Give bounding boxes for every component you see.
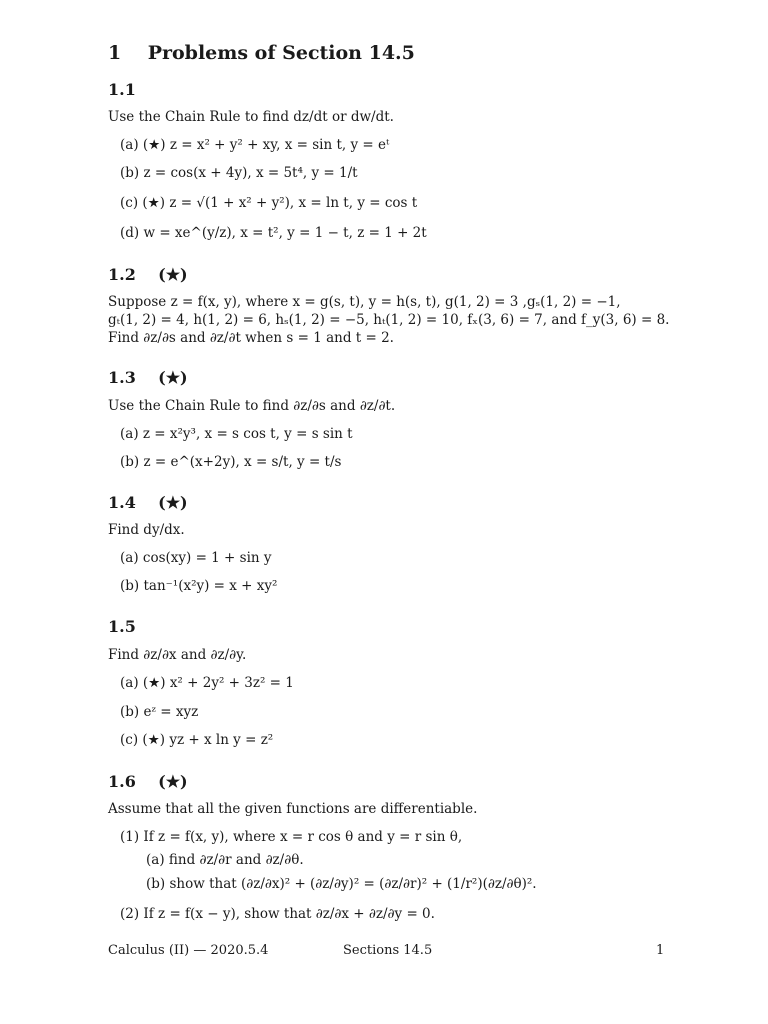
list-item: [120, 195, 417, 211]
list-item: [120, 578, 277, 594]
list-item: [120, 829, 462, 845]
list-item: [120, 675, 294, 691]
item-text: z = x²y³, x = s cos t, y = s sin t: [142, 426, 353, 442]
item-text: z = e^(x+2y), x = s/t, y = t/s: [143, 454, 342, 470]
list-item: [120, 906, 435, 922]
paragraph-line: gₜ(1, 2) = 4, h(1, 2) = 6, hₛ(1, 2) = −5, hₜ(1, 2) = 10, fₓ(3, 6) = 7, and f_y(3, 6) = 8.: [108, 312, 670, 328]
problem-number: 1.4: [108, 493, 136, 512]
paragraph-line: Suppose z = f(x, y), where x = g(s, t), y = h(s, t), g(1, 2) = 3 ,gₛ(1, 2) = −1,: [108, 294, 621, 310]
problem-heading: 1.5: [108, 617, 136, 636]
item-text: (★) yz + x ln y = z²: [142, 732, 274, 748]
item-label: (a): [146, 852, 165, 868]
problem-heading: 1.1: [108, 80, 136, 99]
item-text: If z = f(x − y), show that ∂z/∂x + ∂z/∂y = 0.: [143, 906, 435, 922]
problem-number: 1.2: [108, 265, 136, 284]
list-item: [120, 426, 353, 442]
star-marker: (★): [158, 265, 188, 284]
list-item: [146, 852, 304, 868]
problem-heading: [108, 772, 188, 791]
item-label: (b): [120, 454, 140, 470]
section-heading: [108, 42, 415, 64]
list-item: [120, 225, 427, 241]
paragraph-line: Find ∂z/∂s and ∂z/∂t when s = 1 and t = 2.: [108, 330, 394, 346]
item-text: find ∂z/∂r and ∂z/∂θ.: [168, 852, 304, 868]
section-number: 1: [108, 42, 122, 64]
item-label: (2): [120, 906, 140, 922]
problem-number: 1.6: [108, 772, 136, 791]
item-label: (1): [120, 829, 140, 845]
star-marker: (★): [158, 772, 188, 791]
item-text: w = xe^(y/z), x = t², y = 1 − t, z = 1 + 2t: [143, 225, 427, 241]
item-text: tan⁻¹(x²y) = x + xy²: [143, 578, 278, 594]
star-marker: (★): [158, 493, 188, 512]
item-text: (★) x² + 2y² + 3z² = 1: [142, 675, 294, 691]
page-number: 1: [656, 943, 665, 958]
list-item: [120, 165, 358, 181]
problem-intro: Use the Chain Rule to find dz/dt or dw/dt.: [108, 109, 394, 125]
item-text: (★) z = √(1 + x² + y²), x = ln t, y = cos t: [142, 195, 418, 211]
problem-intro: Find dy/dx.: [108, 522, 185, 538]
item-label: (a): [120, 426, 139, 442]
item-text: If z = f(x, y), where x = r cos θ and y = r sin θ,: [143, 829, 463, 845]
item-text: z = cos(x + 4y), x = 5t⁴, y = 1/t: [143, 165, 358, 181]
problem-number: 1.3: [108, 368, 136, 387]
footer-center: Sections 14.5: [343, 943, 433, 958]
item-text: cos(xy) = 1 + sin y: [142, 550, 272, 566]
item-text: show that (∂z/∂x)² + (∂z/∂y)² = (∂z/∂r)² + (1/r²)(∂z/∂θ)².: [169, 876, 537, 892]
problem-intro: Find ∂z/∂x and ∂z/∂y.: [108, 647, 247, 663]
item-label: (b): [120, 578, 140, 594]
item-label: (a): [120, 137, 139, 153]
list-item: [120, 137, 389, 153]
item-label: (a): [120, 550, 139, 566]
item-text: eᶻ = xyz: [143, 704, 199, 720]
problem-intro: Use the Chain Rule to find ∂z/∂s and ∂z/∂t.: [108, 398, 396, 414]
item-label: (c): [120, 732, 139, 748]
problem-heading: [108, 265, 188, 284]
item-label: (b): [146, 876, 166, 892]
problem-heading: [108, 493, 188, 512]
list-item: [146, 876, 537, 892]
item-label: (b): [120, 165, 140, 181]
star-marker: (★): [158, 368, 188, 387]
list-item: [120, 550, 272, 566]
list-item: [120, 704, 198, 720]
item-label: (b): [120, 704, 140, 720]
section-title: Problems of Section 14.5: [147, 42, 415, 64]
footer-left: Calculus (II) — 2020.5.4: [108, 943, 269, 958]
problem-heading: [108, 368, 188, 387]
list-item: [120, 732, 273, 748]
item-label: (c): [120, 195, 139, 211]
item-label: (d): [120, 225, 140, 241]
item-label: (a): [120, 675, 139, 691]
item-text: (★) z = x² + y² + xy, x = sin t, y = eᵗ: [142, 137, 390, 153]
list-item: [120, 454, 341, 470]
problem-intro: Assume that all the given functions are differentiable.: [108, 801, 478, 817]
